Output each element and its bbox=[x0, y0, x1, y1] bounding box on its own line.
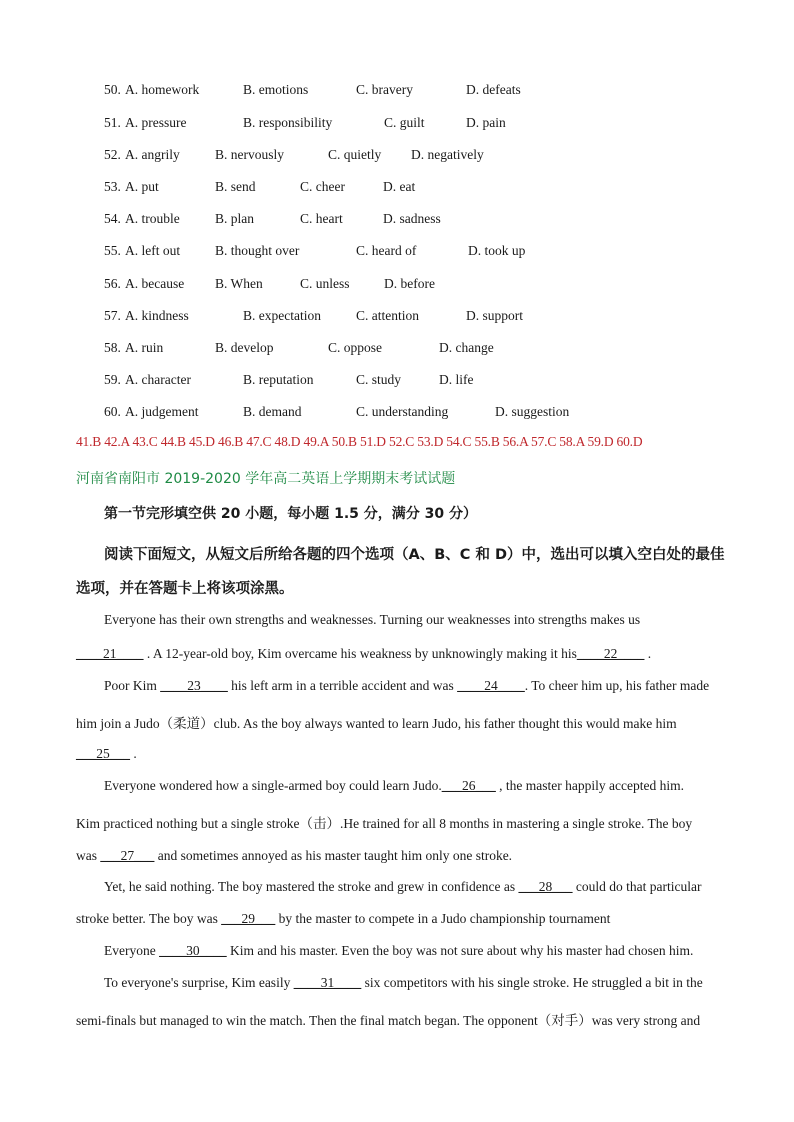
option-b: B. plan bbox=[215, 211, 254, 226]
passage-line: him join a Judo（柔道）club. As the boy always wanted to learn Judo, his father thought this would make him bbox=[76, 716, 677, 731]
option-c: C. cheer bbox=[300, 179, 345, 194]
passage-line: Everyone ____30____ Kim and his master. Even the boy was not sure about why his master had chosen him. bbox=[104, 943, 694, 958]
option-b: B. send bbox=[215, 179, 256, 194]
instructions: 阅读下面短文，从短文后所给各题的四个选项（A、B、C 和 D）中，选出可以填入空白处的最佳选项，并在答题卡上将该项涂黑。 bbox=[76, 547, 725, 597]
option-a: A. judgement bbox=[125, 404, 199, 419]
option-c: C. guilt bbox=[384, 115, 425, 130]
option-d: D. sadness bbox=[383, 211, 441, 226]
option-b: B. When bbox=[215, 276, 263, 291]
blank-23: ____23____ bbox=[160, 678, 228, 693]
passage-line: semi-finals but managed to win the match. Then the final match began. The opponent（对手）was very strong and bbox=[76, 1013, 701, 1028]
option-c: C. bravery bbox=[356, 82, 413, 97]
option-d: D. negatively bbox=[411, 147, 484, 162]
option-c: C. heart bbox=[300, 211, 343, 226]
option-b: B. demand bbox=[243, 404, 302, 419]
option-a: A. pressure bbox=[125, 115, 187, 130]
question-number: 54. bbox=[104, 211, 121, 226]
blank-28: ___28___ bbox=[518, 879, 573, 894]
passage-line: Everyone has their own strengths and weaknesses. Turning our weaknesses into strengths makes us bbox=[104, 612, 641, 627]
option-c: C. oppose bbox=[328, 340, 382, 355]
option-a: A. left out bbox=[125, 243, 181, 258]
option-a: A. character bbox=[125, 372, 191, 387]
question-number: 51. bbox=[104, 115, 121, 130]
question-number: 58. bbox=[104, 340, 121, 355]
option-b: B. nervously bbox=[215, 147, 284, 162]
blank-30: ____30____ bbox=[159, 943, 227, 958]
blank-22: ____22____ bbox=[576, 646, 645, 661]
option-c: C. study bbox=[356, 372, 402, 387]
option-b: B. develop bbox=[215, 340, 274, 355]
option-b: B. reputation bbox=[243, 372, 314, 387]
option-d: D. eat bbox=[383, 179, 416, 194]
passage-line: Poor Kim ____23____ his left arm in a terrible accident and was ____24____. To cheer him up, his father made bbox=[104, 678, 710, 693]
question-number: 50. bbox=[104, 82, 121, 97]
option-d: D. life bbox=[439, 372, 474, 387]
passage-line: Yet, he said nothing. The boy mastered the stroke and grew in confidence as ___28___ could do that particular bbox=[104, 879, 702, 894]
option-d: D. suggestion bbox=[495, 404, 570, 419]
option-b: B. emotions bbox=[243, 82, 309, 97]
option-a: A. trouble bbox=[125, 211, 180, 226]
blank-29: ___29___ bbox=[221, 911, 276, 926]
question-number: 53. bbox=[104, 179, 121, 194]
blank-21: ____21____ bbox=[76, 646, 144, 661]
option-a: A. ruin bbox=[125, 340, 164, 355]
option-c: C. attention bbox=[356, 308, 419, 323]
option-a: A. put bbox=[125, 179, 159, 194]
passage-line: To everyone's surprise, Kim easily ____31____ six competitors with his single stroke. He struggled a bit in the bbox=[104, 975, 703, 990]
option-b: B. responsibility bbox=[243, 115, 333, 130]
option-c: C. heard of bbox=[356, 243, 417, 258]
option-b: B. expectation bbox=[243, 308, 321, 323]
passage-line: ____21____ . A 12-year-old boy, Kim overcame his weakness by unknowingly making it his____22____ . bbox=[76, 646, 652, 661]
blank-24: ____24____ bbox=[457, 678, 525, 693]
question-number: 59. bbox=[104, 372, 121, 387]
option-d: D. support bbox=[466, 308, 523, 323]
blank-25: ___25___ bbox=[76, 746, 130, 761]
passage-line: ___25___ . bbox=[76, 746, 137, 761]
option-a: A. homework bbox=[125, 82, 200, 97]
blank-26: ___26___ bbox=[441, 778, 496, 793]
passage-line: Everyone wondered how a single-armed boy could learn Judo.___26___ , the master happily accepted him. bbox=[104, 778, 684, 793]
option-c: C. understanding bbox=[356, 404, 449, 419]
option-a: A. angrily bbox=[125, 147, 180, 162]
passage-line: was ___27___ and sometimes annoyed as his master taught him only one stroke. bbox=[76, 848, 513, 863]
answer-key: 41.B 42.A 43.C 44.B 45.D 46.B 47.C 48.D 49.A 50.B 51.D 52.C 53.D 54.C 55.B 56.A 57.C 58.A 59.D 60.D bbox=[76, 434, 643, 449]
source-title: 河南省南阳市 2019-2020 学年高二英语上学期期末考试试题 bbox=[76, 471, 456, 487]
passage-line: Kim practiced nothing but a single stroke（击）.He trained for all 8 months in mastering a single stroke. The boy bbox=[76, 816, 693, 831]
question-number: 52. bbox=[104, 147, 121, 162]
question-number: 57. bbox=[104, 308, 121, 323]
option-d: D. change bbox=[439, 340, 494, 355]
question-number: 56. bbox=[104, 276, 121, 291]
section-heading: 第一节完形填空供 20 小题，每小题 1.5 分，满分 30 分） bbox=[104, 506, 478, 522]
option-c: C. quietly bbox=[328, 147, 382, 162]
option-d: D. took up bbox=[468, 243, 526, 258]
blank-27: ___27___ bbox=[100, 848, 155, 863]
question-number: 55. bbox=[104, 243, 121, 258]
option-a: A. because bbox=[125, 276, 185, 291]
blank-31: ____31____ bbox=[293, 975, 362, 990]
option-d: D. before bbox=[384, 276, 435, 291]
option-d: D. defeats bbox=[466, 82, 521, 97]
question-number: 60. bbox=[104, 404, 121, 419]
option-d: D. pain bbox=[466, 115, 506, 130]
option-c: C. unless bbox=[300, 276, 350, 291]
passage-line: stroke better. The boy was ___29___ by the master to compete in a Judo championship tournament bbox=[76, 911, 611, 926]
option-b: B. thought over bbox=[215, 243, 300, 258]
option-a: A. kindness bbox=[125, 308, 189, 323]
